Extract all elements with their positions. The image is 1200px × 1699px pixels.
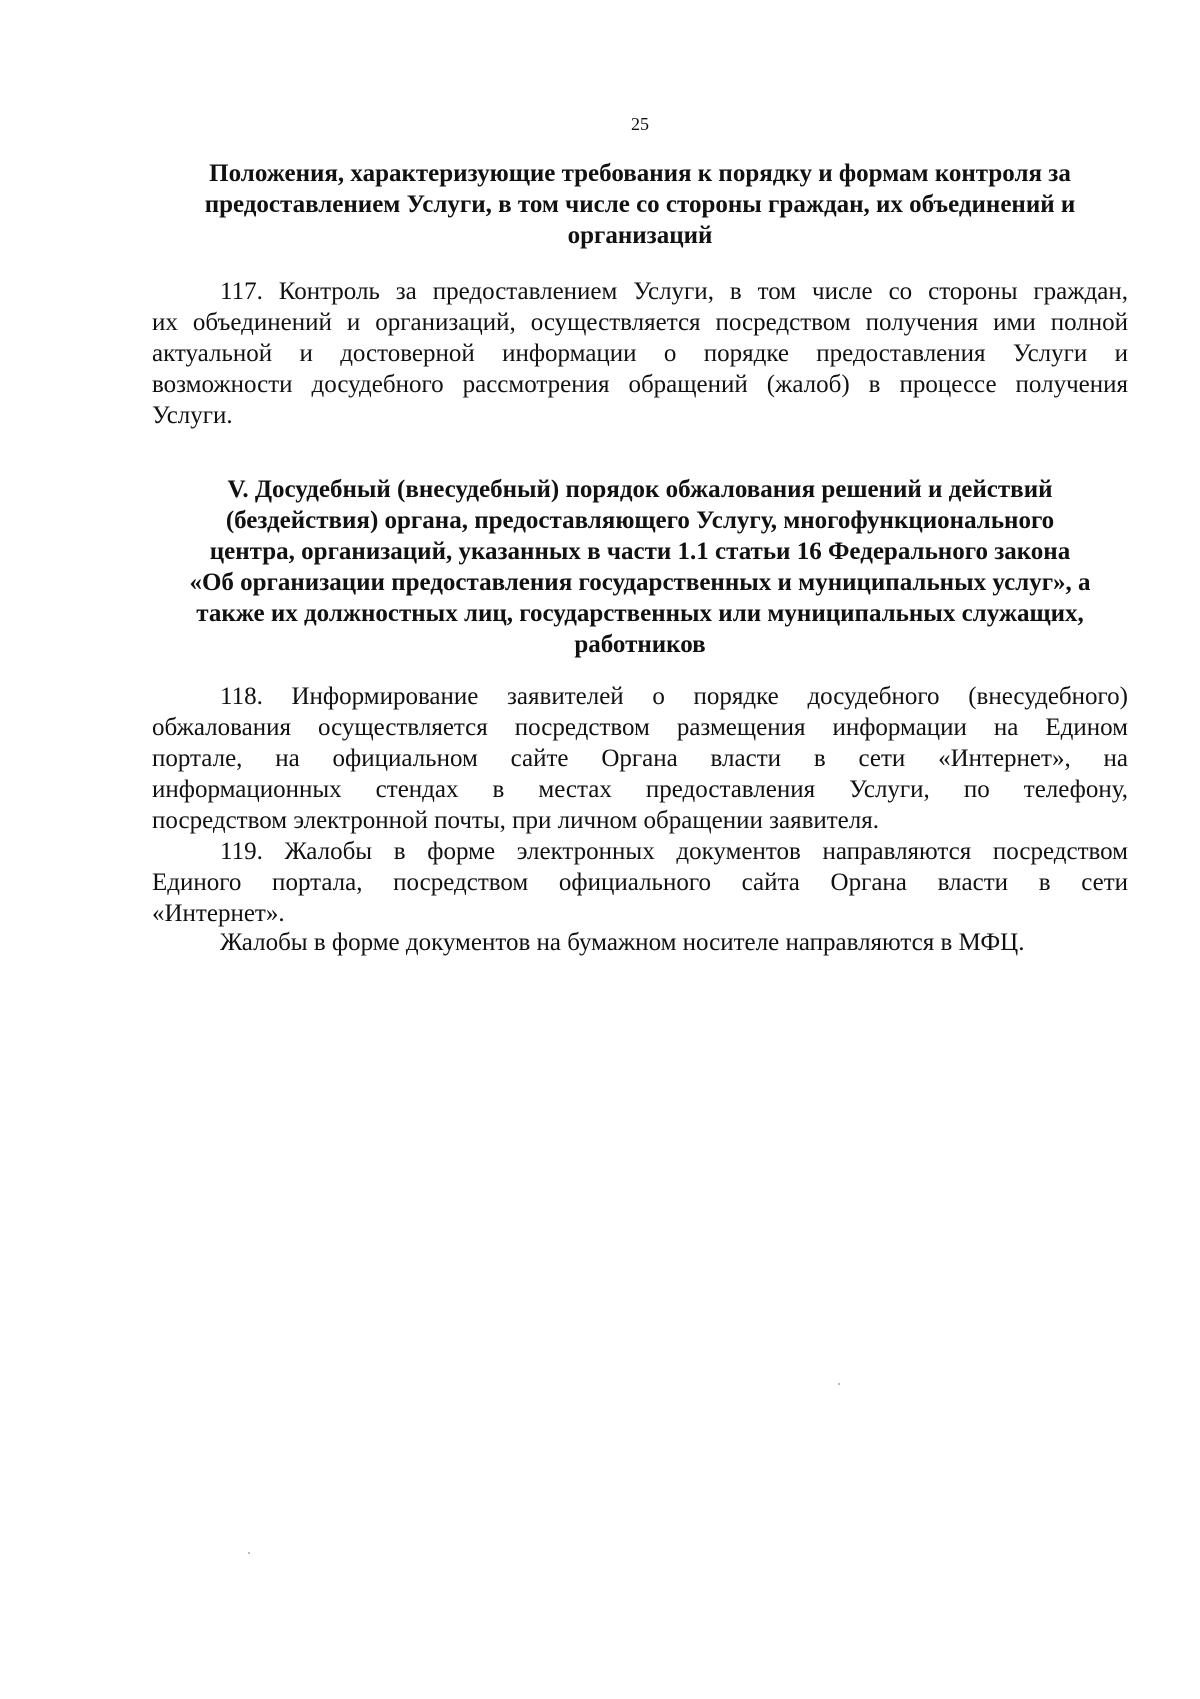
heading-line: «Об организации предоставления государственных и муниципальных услуг», а bbox=[189, 569, 1091, 596]
paragraph-119 bbox=[152, 836, 1128, 929]
scan-speck bbox=[248, 1552, 250, 1554]
paragraph-118 bbox=[152, 681, 1128, 836]
paragraph-117 bbox=[152, 276, 1128, 431]
section-heading-appeal bbox=[152, 474, 1128, 660]
heading-line: также их должностных лиц, государственных или муниципальных служащих, bbox=[196, 600, 1084, 627]
paragraph-line: посредством электронной почты, при личном обращении заявителя. bbox=[152, 807, 880, 834]
paragraph-line: актуальной и достоверной информации о порядке предоставления Услуги и bbox=[152, 340, 1128, 367]
heading-line: организаций bbox=[567, 222, 713, 249]
paragraph-line: 117. Контроль за предоставлением Услуги, в том числе со стороны граждан, bbox=[220, 278, 1128, 305]
paragraph-line: Единого портала, посредством официального сайта Органа власти в сети bbox=[152, 869, 1128, 896]
paragraph-line: 119. Жалобы в форме электронных документов направляются посредством bbox=[220, 838, 1128, 865]
paragraph-line: информационных стендах в местах предоставления Услуги, по телефону, bbox=[152, 776, 1128, 803]
paragraph-line: их объединений и организаций, осуществляется посредством получения ими полной bbox=[152, 309, 1128, 336]
paragraph-line: возможности досудебного рассмотрения обращений (жалоб) в процессе получения bbox=[152, 371, 1128, 398]
paragraph-line: портале, на официальном сайте Органа власти в сети «Интернет», на bbox=[152, 745, 1128, 772]
paragraph-line: Услуги. bbox=[152, 402, 233, 429]
heading-line: центра, организаций, указанных в части 1.1 статьи 16 Федерального закона bbox=[209, 538, 1071, 565]
paragraph-line: 118. Информирование заявителей о порядке досудебного (внесудебного) bbox=[220, 683, 1128, 710]
paragraph-line: «Интернет». bbox=[152, 900, 285, 927]
heading-line: предоставлением Услуги, в том числе со стороны граждан, их объединений и bbox=[204, 191, 1076, 218]
heading-line: (бездействия) органа, предоставляющего Услугу, многофункционального bbox=[225, 507, 1055, 534]
section-heading-control bbox=[152, 158, 1128, 251]
heading-line: Положения, характеризующие требования к порядку и формам контроля за bbox=[209, 160, 1071, 187]
paragraph-paper-complaints bbox=[152, 927, 1128, 958]
paragraph-line: Жалобы в форме документов на бумажном носителе направляются в МФЦ. bbox=[220, 929, 1025, 956]
scan-speck bbox=[838, 1383, 840, 1385]
page-number: 25 bbox=[631, 114, 649, 134]
paragraph-line: обжалования осуществляется посредством размещения информации на Едином bbox=[152, 714, 1128, 741]
heading-line: V. Досудебный (внесудебный) порядок обжалования решений и действий bbox=[227, 476, 1053, 503]
heading-line: работников bbox=[574, 631, 706, 658]
